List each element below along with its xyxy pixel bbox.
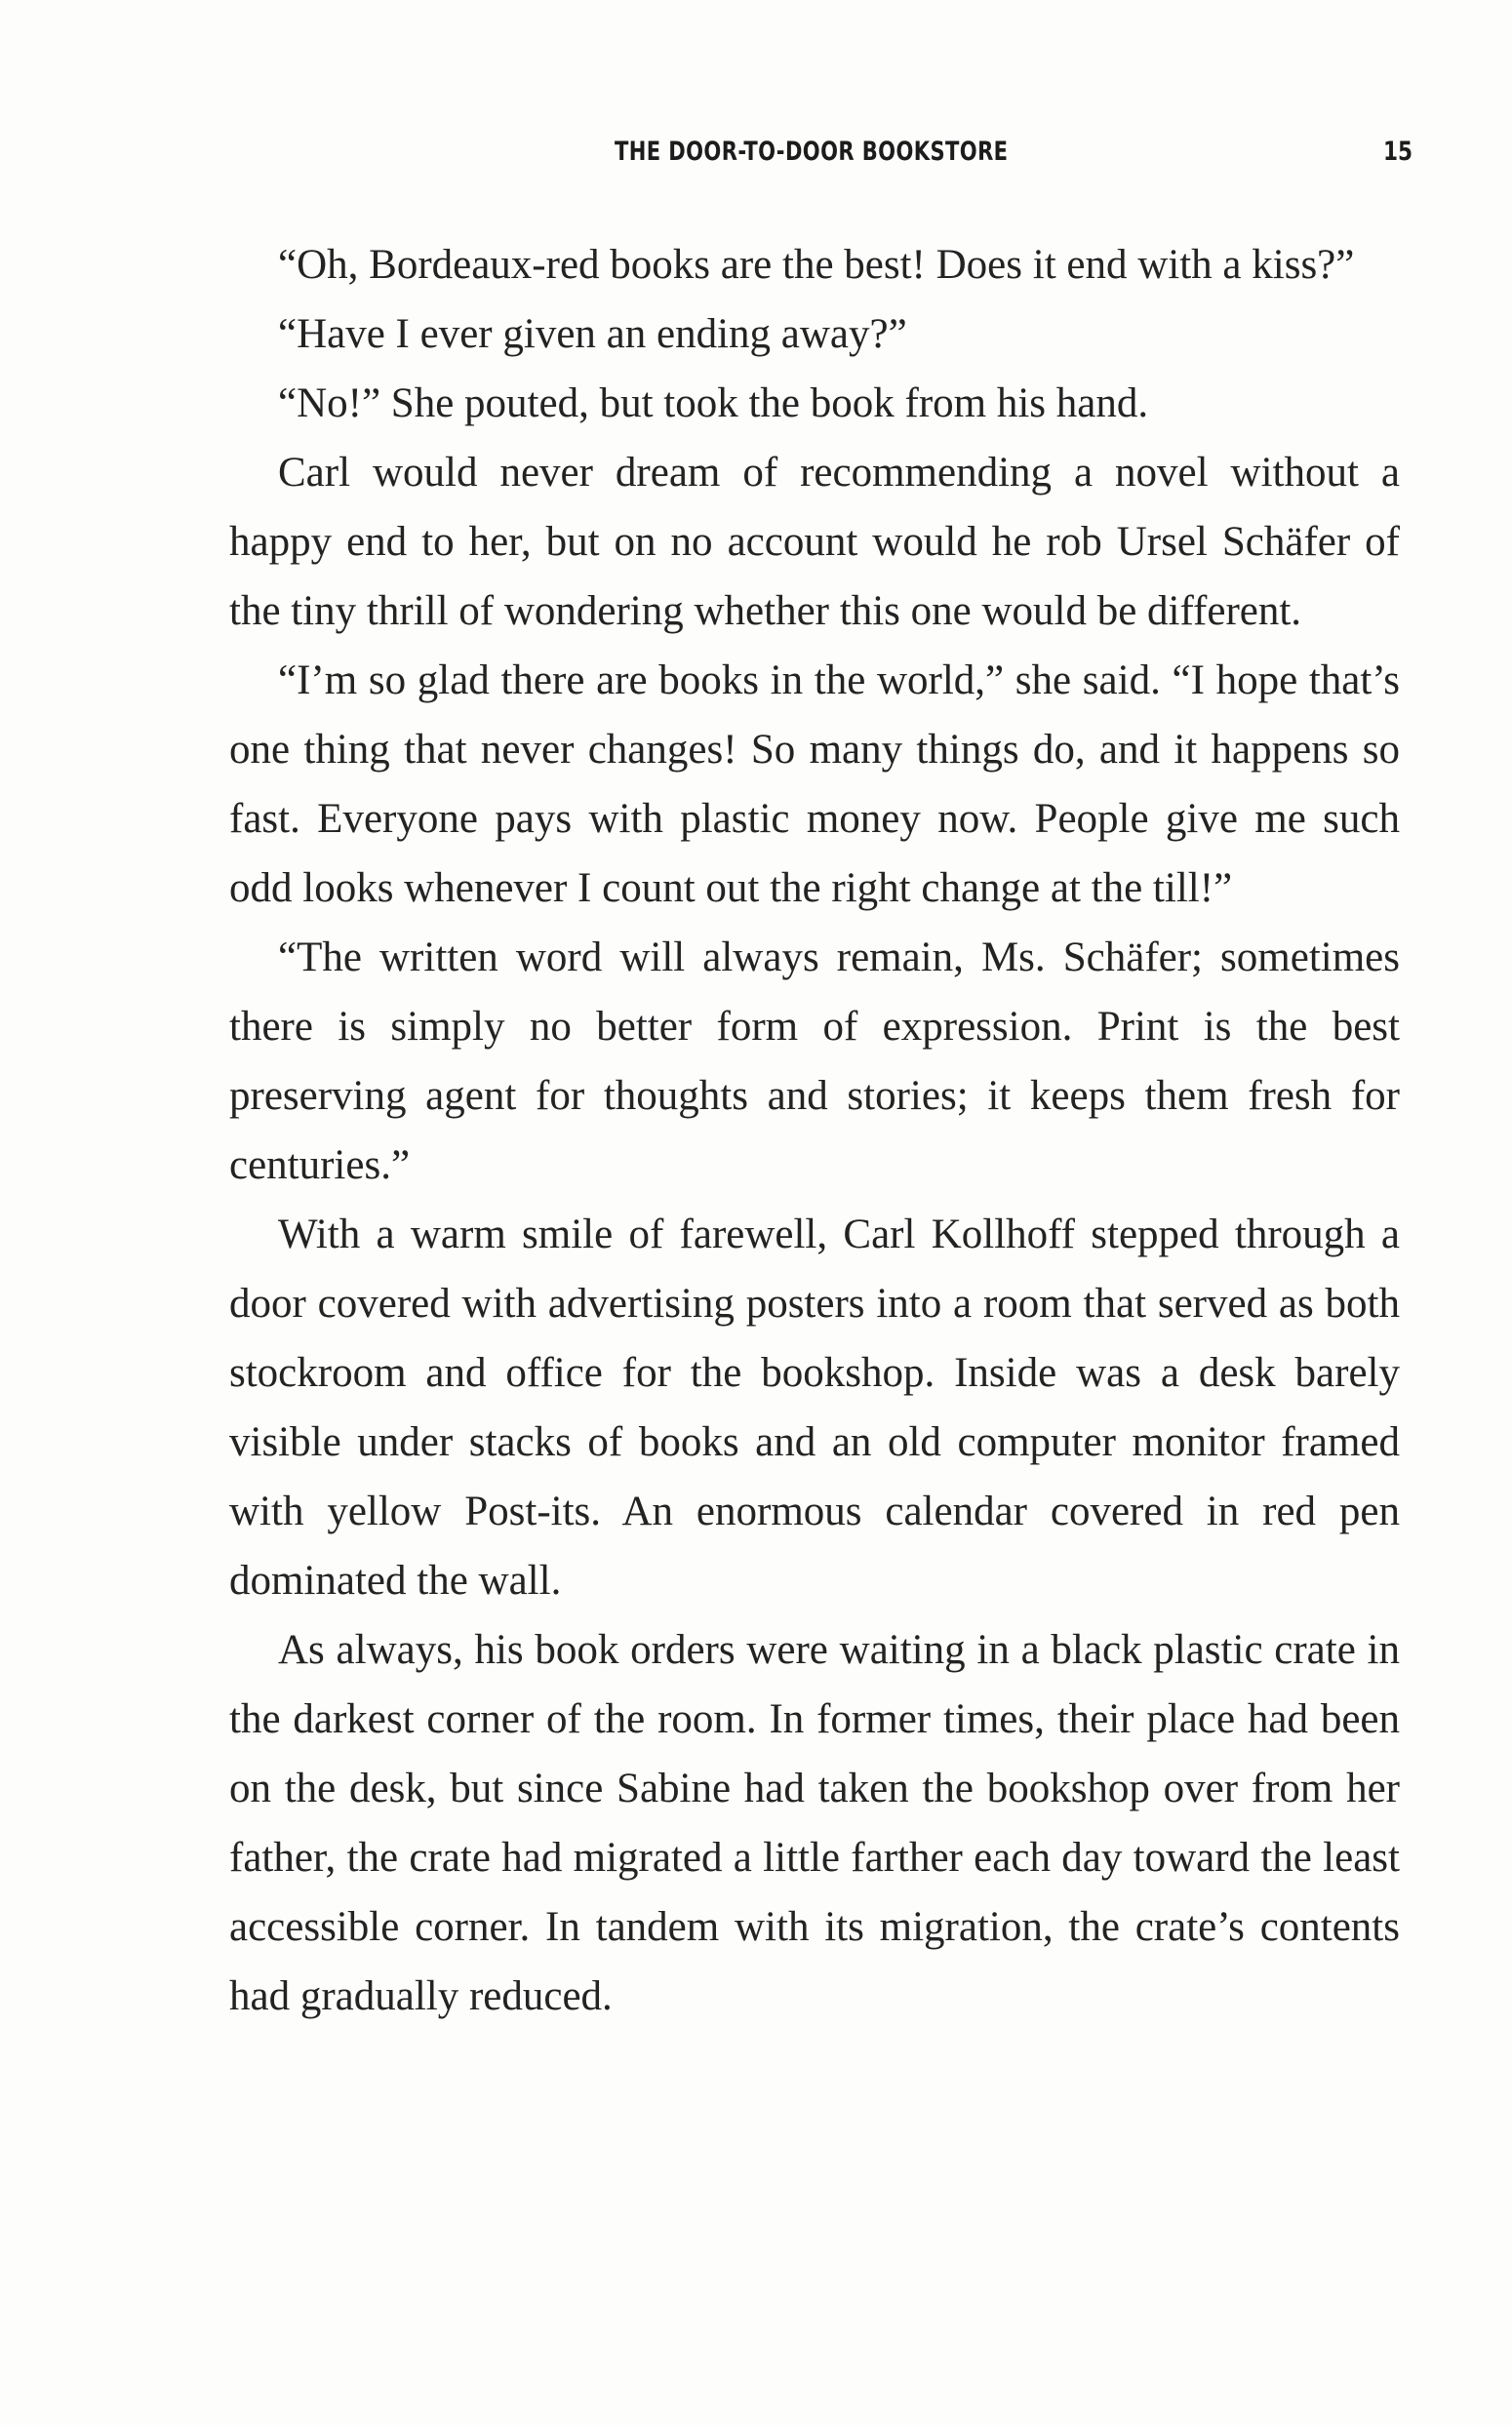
running-title: THE DOOR-TO-DOOR BOOKSTORE [615, 137, 1009, 167]
page-number: 15 [1383, 137, 1413, 167]
paragraph-5: “I’m so glad there are books in the world,” she said. “I hope that’s one thing that never changes! So many things do, and it happens so fast. Everyone pays with plastic money now. People give me such odd looks whenever I count out the right change at the till!” [229, 657, 1400, 911]
paragraph-3: “No!” She pouted, but took the book from his hand. [278, 380, 1149, 426]
paragraph-7: With a warm smile of farewell, Carl Kollhoff stepped through a door covered with advertising posters into a room that served as both stockroom and office for the bookshop. Inside was a desk barely visible under stacks of books and an old computer monitor framed with yellow Post-its. An enormous calendar covered in red pen dominated the wall. [229, 1212, 1400, 1604]
paragraph-2: “Have I ever given an ending away?” [278, 311, 907, 357]
body-text [229, 230, 1400, 2031]
running-header [0, 137, 1512, 185]
paragraph-4: Carl would never dream of recommending a novel without a happy end to her, but on no account would he rob Ursel Schäfer of the tiny thrill of wondering whether this one would be different. [229, 450, 1400, 634]
paragraph-6: “The written word will always remain, Ms. Schäfer; sometimes there is simply no better form of expression. Print is the best preserving agent for thoughts and stories; it keeps them fresh for centuries.” [229, 934, 1400, 1188]
paragraph-8: As always, his book orders were waiting in a black plastic crate in the darkest corner of the room. In former times, their place had been on the desk, but since Sabine had taken the bookshop over from her father, the crate had migrated a little farther each day toward the least accessible corner. In tandem with its migration, the crate’s contents had gradually reduced. [229, 1627, 1400, 2019]
paragraph-1: “Oh, Bordeaux-red books are the best! Does it end with a kiss?” [278, 242, 1355, 288]
